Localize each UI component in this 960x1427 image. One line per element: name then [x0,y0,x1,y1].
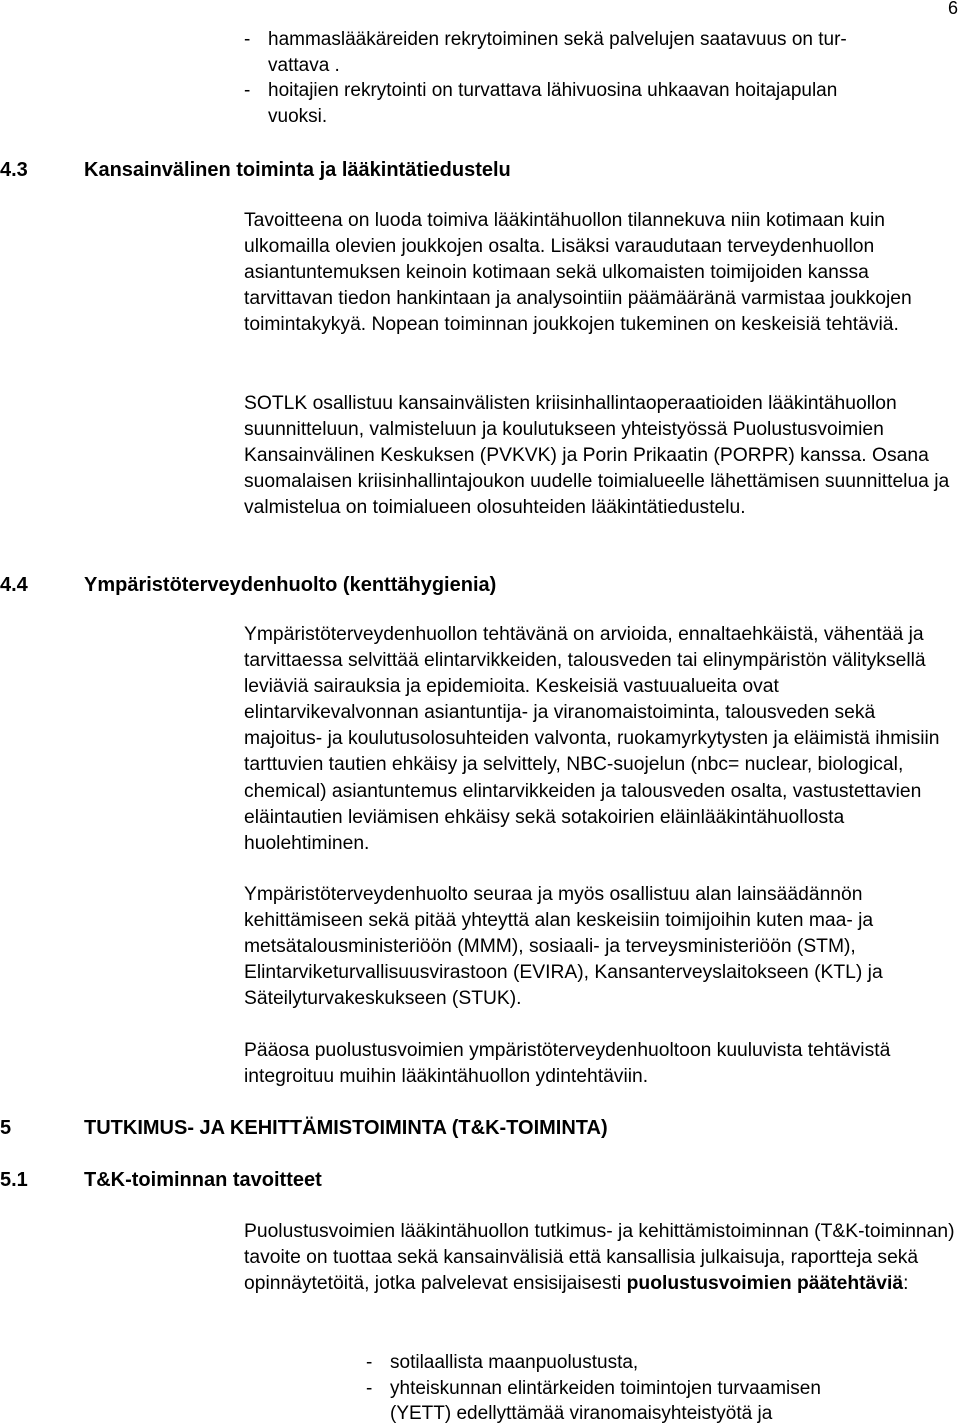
page-number: 6 [947,0,958,18]
section-number: 4.4 [0,574,28,596]
list-item-text: hoitajien rekrytointi on turvattava lähivuosina uhkaavan hoitajapulan [268,80,838,101]
paragraph-end: : [903,1273,909,1295]
chapter-title: TUTKIMUS- JA KEHITTÄMISTOIMINTA (T&K-TOIMINTA) [84,1117,608,1139]
section-number: 4.3 [0,159,28,181]
list-item-continuation: vuoksi. [268,106,328,127]
paragraph: Ympäristöterveydenhuollon tehtävänä on arvioida, ennaltaehkäistä, vähentää ja tarvittaessa selvittää elintarvikkeiden, talousveden tai elinympäristön välityksellä leviäviä sairauksia ja epidemioita. Keskeisiä vastuualueita ovat elintarvikevalvonnan asiantuntija- ja viranomaistoiminta, talousveden sekä majoitus- ja koulutusolosuhteiden valvonta, ruokamyrkytysten ja eläimistä ihmisiin tarttuvien tautien ehkäisy ja selvittely, NBC-suojelun (nbc= nuclear, biological, chemical) asiantuntemus elintarvikkeiden ja talousveden osalta, vastustettavien eläintautien leviämisen ehkäisy sekä sotakoirien eläinlääkintähuollosta huolehtiminen. [244,624,940,854]
list-dash: - [244,80,251,101]
chapter-number: 5 [0,1117,12,1139]
paragraph: Tavoitteena on luoda toimiva lääkintähuollon tilannekuva niin kotimaan kuin ulkomailla olevien joukkojen osalta. Lisäksi varaudutaan terveydenhuollon asiantuntemuksen keinoin kotimaan sekä ulkomaisten toimijoiden kanssa tarvittavan tiedon hankintaan ja analysointiin päämääränä varmistaa joukkojen toimintakykyä. Nopean toiminnan joukkojen tukeminen on keskeisiä tehtäviä. [244,210,912,336]
list-dash: - [366,1378,373,1399]
section-title: Ympäristöterveydenhuolto (kenttähygienia) [84,574,497,596]
paragraph-text: Puolustusvoimien lääkintähuollon tutkimus- ja kehittämistoiminnan (T&K-toiminnan) tavoite on tuottaa sekä kansainvälisiä että kansallisia julkaisuja, raportteja sekä opinnäytetöitä, jotka palvelevat ensisijaisesti [244,1221,955,1295]
list-dash: - [366,1352,373,1373]
list-dash: - [244,29,251,50]
paragraph [244,1219,956,1297]
list-item-text: sotilaallista maanpuolustusta, [390,1352,639,1373]
list-item-text: hammaslääkäreiden rekrytoiminen sekä palvelujen saatavuus on tur- [268,29,847,50]
section-title: Kansainvälinen toiminta ja lääkintätiedustelu [84,159,511,181]
section-number: 5.1 [0,1169,28,1191]
paragraph: Ympäristöterveydenhuolto seuraa ja myös osallistuu alan lainsäädännön kehittämiseen sekä pitää yhteyttä alan keskeisiin toimijoihin kuten maa- ja metsätalousministeriöön (MMM), sosiaali- ja terveysministeriöön (STM), Elintarviketurvallisuusvirastoon (EVIRA), Kansanterveyslaitokseen (KTL) ja Säteilyturvakeskukseen (STUK). [244,884,883,1010]
list-item-text: (YETT) edellyttämää viranomaisyhteistyötä ja [390,1403,773,1424]
section-title: T&K-toiminnan tavoitteet [84,1169,322,1191]
list-item-continuation: vattava . [268,55,340,76]
list-item-text: yhteiskunnan elintärkeiden toimintojen turvaamisen [390,1378,821,1399]
paragraph: Pääosa puolustusvoimien ympäristöterveydenhuoltoon kuuluvista tehtävistä integroituu muihin lääkintähuollon ydintehtäviin. [244,1040,891,1088]
paragraph-bold-text: puolustusvoimien päätehtäviä [626,1273,904,1295]
paragraph: SOTLK osallistuu kansainvälisten kriisinhallintaoperaatioiden lääkintähuollon suunnitteluun, valmisteluun ja koulutukseen yhteistyössä Puolustusvoimien Kansainvälinen Keskuksen (PVKVK) ja Porin Prikaatin (PORPR) kanssa. Osana suomalaisen kriisinhallintajoukon uudelle toimialueelle lähettämisen suunnittelua ja valmistelua on toimialueen olosuhteiden lääkintätiedustelu. [244,393,950,519]
